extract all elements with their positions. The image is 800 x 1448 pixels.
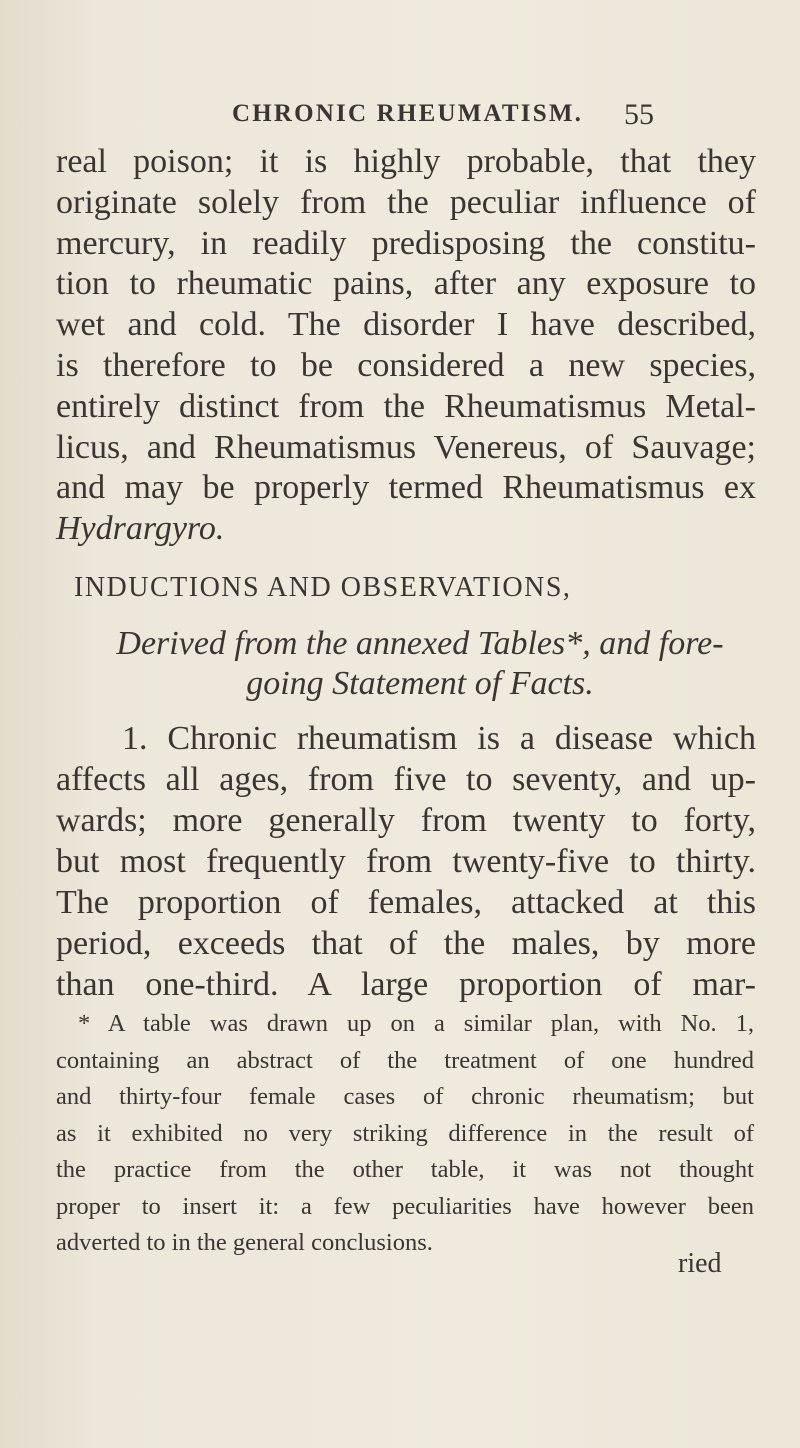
footnote-line: as it exhibited no very striking difference in the result of <box>56 1119 754 1147</box>
text-line: than one-third. A large proportion of mar- <box>56 966 756 1003</box>
footnote-line: adverted to in the general conclusions. <box>56 1229 433 1256</box>
section-subheading <box>80 624 760 704</box>
body-text-block <box>56 142 756 550</box>
subheading-line: Derived from the annexed Tables*, and fore- <box>116 625 724 662</box>
text-line: wards; more generally from twenty to forty, <box>56 802 756 839</box>
text-line: is therefore to be considered a new species, <box>56 346 756 384</box>
footnote-line: the practice from the other table, it was not thought <box>56 1156 754 1183</box>
text-line: originate solely from the peculiar influence of <box>56 183 756 221</box>
running-head: CHRONIC RHEUMATISM. <box>232 100 584 127</box>
footnote-block <box>56 1006 754 1262</box>
page-header <box>0 98 800 138</box>
text-line: period, exceeds that of the males, by more <box>56 925 756 962</box>
text-line: licus, and Rheumatismus Venereus, of Sauvage; <box>56 428 756 466</box>
catchword: ried <box>678 1248 722 1279</box>
text-line: wet and cold. The disorder I have described, <box>56 306 756 344</box>
text-line: Hydrargyro. <box>56 510 225 548</box>
text-line: The proportion of females, attacked at this <box>56 884 756 921</box>
paragraph-block <box>56 718 756 1005</box>
subheading-line: going Statement of Facts. <box>246 665 594 702</box>
text-line: tion to rheumatic pains, after any exposure to <box>56 265 756 303</box>
text-line: but most frequently from twenty-five to thirty. <box>56 843 756 880</box>
text-line: real poison; it is highly probable, that they <box>56 143 756 180</box>
text-line: 1. Chronic rheumatism is a disease which <box>122 720 756 757</box>
text-line: mercury, in readily predisposing the constitu- <box>56 224 756 262</box>
footnote-line: * A table was drawn up on a similar plan, with No. 1, <box>78 1010 754 1037</box>
page-number: 55 <box>624 98 654 131</box>
footnote-line: proper to insert it: a few peculiarities have however been <box>56 1192 754 1220</box>
text-line: and may be properly termed Rheumatismus ex <box>56 469 756 507</box>
footnote-line: containing an abstract of the treatment of one hundred <box>56 1046 754 1074</box>
section-heading: INDUCTIONS AND OBSERVATIONS, <box>74 572 572 603</box>
text-line: entirely distinct from the Rheumatismus Metal- <box>56 387 756 425</box>
footnote-line: and thirty-four female cases of chronic rheumatism; but <box>56 1083 754 1110</box>
text-line: affects all ages, from five to seventy, and up- <box>56 761 756 798</box>
